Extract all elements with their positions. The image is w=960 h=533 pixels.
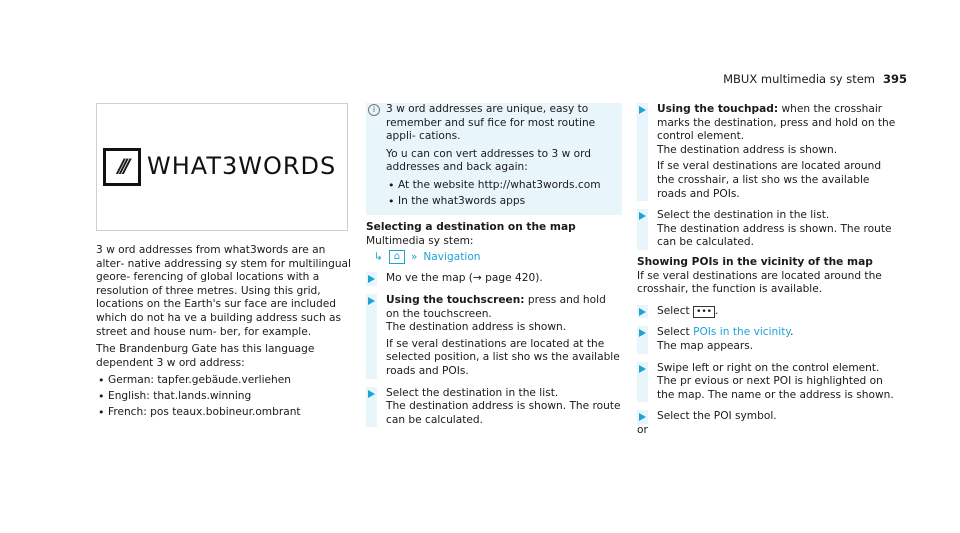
header-title: MBUX multimedia sy stem [723, 72, 875, 86]
logo-wordmark: WHAT3WORDS [147, 152, 337, 181]
step-arrow-icon [368, 275, 375, 283]
step-text: Select [657, 326, 694, 339]
step-text: If se veral destinations are located around the crosshair, a list sho ws the available roads and POIs. [657, 160, 882, 200]
what3words-logo [96, 103, 348, 231]
page-header [723, 72, 907, 86]
step-text: If se veral destinations are located at the selected position, a list sho ws the available roads and POIs. [386, 337, 620, 377]
system-label: Multimedia sy stem: [366, 234, 474, 247]
section-heading: Showing POIs in the vicinity of the map [637, 255, 873, 268]
nav-path [366, 250, 622, 264]
step-text: The destination address is shown. [657, 143, 838, 156]
or-text: or [637, 423, 648, 436]
more-menu-icon: ••• [693, 306, 715, 318]
step-arrow-icon [639, 308, 646, 316]
step-text: The destination address is shown. [386, 321, 567, 334]
step-text: Select [657, 304, 690, 317]
column-middle [366, 103, 622, 427]
step-bold: Using the touchpad: [657, 103, 779, 115]
step-bold: Using the touchscreen: [386, 293, 525, 306]
step-item [637, 410, 897, 424]
step-text: when the crosshair marks the destination, press and hold on the control element. [657, 103, 896, 143]
step-text: The map appears. [657, 339, 754, 352]
chevron-icon: » [410, 250, 418, 263]
step-text: Mo ve the map (→ page 420). [386, 272, 543, 285]
step-item: Select ••• . [637, 305, 897, 319]
step-item [366, 294, 622, 379]
section-text: If se veral destinations are located around the crosshair, the function is available. [637, 269, 882, 296]
step-text: Select the POI symbol. [657, 410, 777, 423]
step-arrow-icon [639, 329, 646, 337]
step-text: Select the destination in the list. [657, 209, 830, 222]
step-item [366, 387, 622, 428]
logo-slash-mark: /// [103, 148, 141, 186]
arrow-icon: ↳ [374, 250, 383, 263]
step-arrow-icon [639, 106, 646, 114]
note-text: Yo u can con vert addresses to 3 w ord addresses and back again: [386, 147, 591, 174]
step-arrow-icon [639, 365, 646, 373]
section-heading: Selecting a destination on the map [366, 221, 576, 234]
step-item [366, 272, 622, 286]
step-item [637, 209, 897, 250]
step-arrow-icon [639, 212, 646, 220]
column-right [637, 103, 897, 437]
info-note [366, 103, 622, 215]
page-number: 395 [882, 72, 907, 86]
step-text: The destination address is shown. The route can be calculated. [386, 400, 621, 426]
list-item: • French: pos teaux.bobineur.ombrant [96, 406, 351, 420]
step-text: Select the destination in the list. [386, 386, 559, 399]
step-item: Select POIs in the vicinity. The map appears. [637, 326, 897, 353]
home-icon: ⌂ [389, 250, 405, 264]
list-item: • English: that.lands.winning [96, 390, 351, 404]
intro-paragraph: 3 w ord addresses from what3words are an alter‐ native addressing sy stem for multilingual geore‐ ferencing of global locations with a resolution of three metres. Using this grid, locations on the Earth's sur face are included which do not ha ve a building address such as street and house num‐ ber, for example. [96, 244, 351, 338]
list-item: • At the website http://what3words.com [386, 179, 622, 193]
list-item: • In the what3words apps [386, 195, 622, 209]
info-icon: i [368, 104, 380, 116]
step-text: The destination address is shown. The route can be calculated. [657, 222, 892, 249]
pois-vicinity-link: POIs in the vicinity [693, 326, 791, 339]
step-text: press and hold on the touchscreen. [386, 293, 606, 320]
brandenburg-paragraph: The Brandenburg Gate has this language dependent 3 w ord address: [96, 343, 315, 369]
list-item: • German: tapfer.gebäude.verliehen [96, 374, 351, 388]
nav-navigation-label: Navigation [423, 250, 481, 263]
step-arrow-icon [639, 413, 646, 421]
note-text: 3 w ord addresses are unique, easy to remember and suf fice for most routine appli‐ cations. [386, 103, 596, 143]
step-item [637, 362, 897, 403]
step-arrow-icon [368, 297, 375, 305]
column-left [96, 103, 351, 421]
step-item [637, 103, 897, 201]
step-arrow-icon [368, 390, 375, 398]
step-text: Swipe left or right on the control element. The pr evious or next POI is highlighted on the map. The name or the address is shown. [657, 361, 894, 401]
